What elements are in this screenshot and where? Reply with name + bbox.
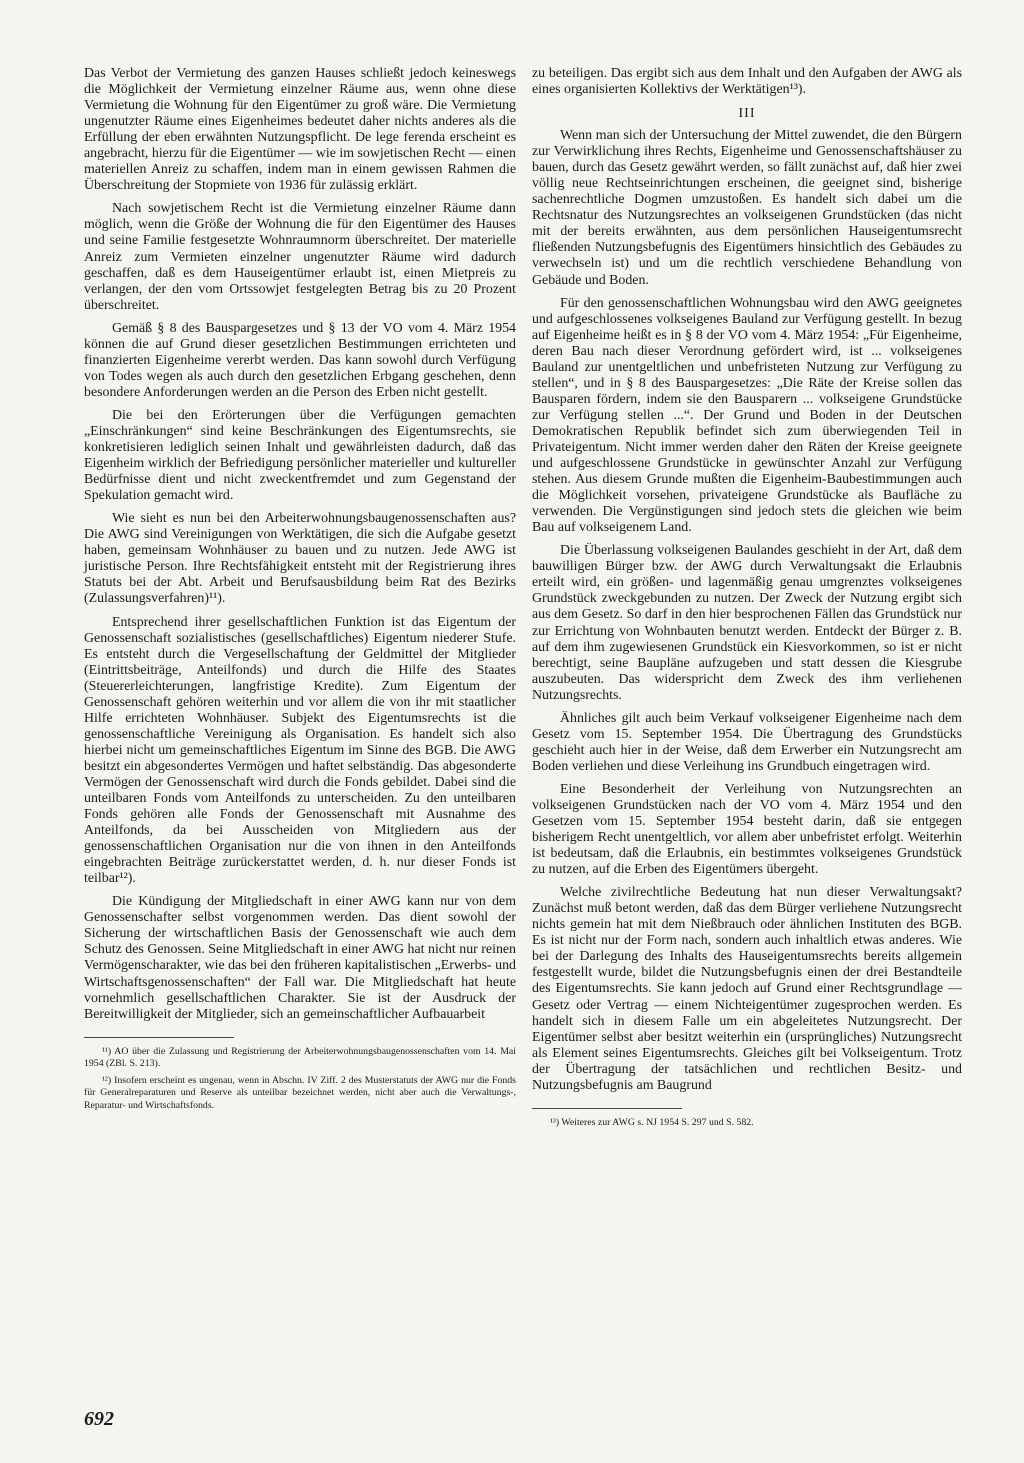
section-heading: III (738, 106, 756, 122)
left-column (84, 66, 516, 1117)
footnote-divider (532, 1108, 682, 1109)
footnote: ¹³) Weiteres zur AWG s. NJ 1954 S. 297 und S. 582. (550, 1116, 754, 1128)
body-paragraph: Wenn man sich der Untersuchung der Mittel zuwendet, die den Bürgern zur Verwirklichung ihres Rechts, Eigenheime und Genossenschaftshäuser zu bauen, durch das Gesetz gewährt werden, so fällt zunächst auf, daß hier zwei völlig neue Rechtseinrichtungen erscheinen, die geeignet sind, bisherige sachenrechtliche Dogmen umzustoßen. Es handelt sich dabei um die Rechtsnatur des Nutzungsrechtes an volkseigenen Grundstücken (das nicht mit der bereits erwähnten, aus dem persönlichen Hauseigentumsrecht fließenden Nutzungsbefugnis des Eigentümers hinsichtlich des Gebäudes zu verwechseln ist) und um die rechtlich verschiedene Behandlung von Gebäude und Boden. (532, 128, 962, 288)
body-paragraph: Entsprechend ihrer gesellschaftlichen Funktion ist das Eigentum der Genossenschaft sozialistisches (gesellschaftliches) Eigentum niederer Stufe. Es entsteht durch die Vergesellschaftung der Geldmittel der Mitglieder (Eintrittsbeiträge, Anteilfonds) und durch die Hilfe des Staates (Steuererleichterungen, langfristige Kredite). Zum Eigentum der Genossenschaft gehören weiterhin und vor allem die von ihr mit staatlicher Hilfe errichteten Wohnhäuser. Subjekt des Eigentumsrechts ist die genossenschaftliche Vereinigung als Organisation. Es handelt sich also hierbei nicht um gemeinschaftliches Eigentum im Sinne des BGB. Die AWG besitzt ein abgesondertes Vermögen und haftet selbständig. Das abgesonderte Vermögen der Genossenschaft wird durch die Fonds gebildet. Dabei sind die unteilbaren Fonds vom Anteilfonds zu unterscheiden. Zu den unteilbaren Fonds gehören alle Fonds der Genossenschaft mit Ausnahme des Anteilfonds, da bei Ausscheiden von Mitgliedern aus der genossenschaftlichen Organisation nur die von ihnen in den Anteilfonds eingebrachten Beiträge zurückerstattet werden, d. h. nur dieser Fonds ist teilbar¹²). (84, 614, 516, 887)
body-paragraph: Gemäß § 8 des Bauspargesetzes und § 13 der VO vom 4. März 1954 können die auf Grund dieser gesetzlichen Bestimmungen errichteten und finanzierten Eigenheime vererbt werden. Das kann sowohl durch Verfügung von Todes wegen als auch durch den gesetzlichen Erbgang geschehen, denn besondere Anforderungen werden an die Person des Erben nicht gestellt. (84, 320, 516, 400)
body-paragraph: Wie sieht es nun bei den Arbeiterwohnungsbaugenossenschaften aus? Die AWG sind Vereinigungen von Werktätigen, die sich die Aufgabe gesetzt haben, gemeinsam Wohnhäuser zu bauen und zu nutzen. Jede AWG ist juristische Person. Ihre Rechtsfähigkeit entsteht mit der Registrierung ihres Statuts bei der Abt. Arbeit und Berufsausbildung beim Rat des Bezirks (Zulassungsverfahren)¹¹). (84, 511, 516, 607)
footnote: ¹¹) AO über die Zulassung und Registrierung der Arbeiterwohnungsbaugenossenschaften vom 14. Mai 1954 (ZBl. S. 213). (84, 1045, 516, 1070)
continuation-paragraph: zu beteiligen. Das ergibt sich aus dem Inhalt und den Aufgaben der AWG als eines organisierten Kollektivs der Werktätigen¹³). (532, 66, 962, 98)
body-paragraph: Die Kündigung der Mitgliedschaft in einer AWG kann nur von dem Genossenschafter selbst vorgenommen werden. Das dient sowohl der Sicherung der wirtschaftlichen Basis der Genossenschaft wie auch dem Schutz des Genossen. Seine Mitgliedschaft in einer AWG hat nicht nur reinen Vermögenscharakter, wie das bei den früheren kapitalistischen „Erwerbs- und Wirtschaftsgenossenschaften“ der Fall war. Die Mitgliedschaft hat heute vornehmlich gesellschaftlichen Charakter. Sie ist der Ausdruck der Bereitwilligkeit der Mitglieder, sich an gemeinschaftlicher Aufbauarbeit (84, 894, 516, 1022)
body-paragraph: Eine Besonderheit der Verleihung von Nutzungsrechten an volkseigenen Grundstücken nach der VO vom 4. März 1954 und den Gesetzen vom 15. September 1954 besteht darin, daß sie entgegen bisherigem Recht unentgeltlich, vor allem aber unbefristet erfolgt. Weiterhin ist bedeutsam, daß die Erlaubnis, ein bestimmtes volkseigenes Grundstück zu nutzen, auf die Erben des Eigentümers übergeht. (532, 781, 962, 878)
body-paragraph: Für den genossenschaftlichen Wohnungsbau wird den AWG geeignetes und aufgeschlossenes volkseigenes Bauland zur Verfügung gestellt. In bezug auf Eigenheime heißt es in § 8 der VO vom 4. März 1954: „Für Eigenheime, deren Bau nach dieser Verordnung gefördert wird, ist ... volkseigenes Bauland zur unentgeltlichen und unbefristeten Nutzung zur Verfügung zu stellen“, und in § 8 des Bauspargesetzes: „Die Räte der Kreise sollen das Bausparen fördern, indem sie den Bausparern ... volkseigene Grundstücke zur Verfügung stellen ...“. Der Grund und Boden in der Deutschen Demokratischen Republik befindet sich zum überwiegenden Teil in Privateigentum. Nicht immer werden daher den Räten der Kreise geeignete und aufgeschlossene Grundstücke in gewünschter Anzahl zur Verfügung stehen. Aus diesem Grunde mußten die Eigenheim-Baubestimmungen auch die Möglichkeit vorsehen, privateigene Grundstücke als Baufläche zu verwenden. Die Vergünstigungen sind jedoch stets die gleichen wie beim Bau auf volkseigenem Land. (532, 295, 962, 536)
body-paragraph: Welche zivilrechtliche Bedeutung hat nun dieser Verwaltungsakt? Zunächst muß betont werden, daß das dem Bürger verliehene Nutzungsrecht nichts gemein hat mit dem Nießbrauch oder ähnlichen Instituten des BGB. Es ist nicht nur der Form nach, sondern auch inhaltlich etwas anderes. Wie bei der Darlegung des Inhalts des Hauseigentumsrechts bereits allgemein festgestellt wurde, bildet die Nutzungsbefugnis einen der drei Bestandteile des Eigentumsrechts. Sie kann jedoch auf Grund einer Rechtsgrundlage — Gesetz oder Vertrag — einem Nichteigentümer zugesprochen werden. Es handelt sich in diesem Falle um ein abgeleitetes Nutzungsrecht. Der Eigentümer selbst aber besitzt weiterhin ein (ursprüngliches) Nutzungsrecht als Element seines Eigentumsrechts. Gleiches gilt bei Volkseigentum. Trotz der Übertragung der tatsächlichen und rechtlichen Besitz- und Nutzungsbefugnis am Baugrund (532, 885, 962, 1093)
body-paragraph: Die Überlassung volkseigenen Baulandes geschieht in der Art, daß dem bauwilligen Bürger bzw. der AWG durch Verwaltungsakt die Erlaubnis erteilt wird, ein größen- und lagenmäßig genau umgrenztes volkseigenes Grundstück zweckgebunden zu nutzen. Der Zweck der Nutzung ergibt sich aus dem Gesetz. So darf in den hier besprochenen Fällen das Grundstück nur zur Errichtung von Wohnbauten benutzt werden. Entdeckt der Bürger z. B. auf dem ihm zugewiesenen Grundstück ein Kiesvorkommen, so ist er nicht berechtigt, seine Baupläne aufzugeben und statt dessen die Kiesgrube auszubeuten. Das widerspricht dem Zweck des ihm verliehenen Nutzungsrechts. (532, 543, 962, 703)
footnote-divider (84, 1037, 234, 1038)
body-paragraph: Ähnliches gilt auch beim Verkauf volkseigener Eigenheime nach dem Gesetz vom 15. September 1954. Die Übertragung des Grundstücks geschieht auch hier in der Weise, daß dem Erwerber ein Nutzungsrecht am Boden verliehen und diese Verleihung ins Grundbuch eingetragen wird. (532, 710, 962, 774)
body-paragraph: Die bei den Erörterungen über die Verfügungen gemachten „Einschränkungen“ sind keine Beschränkungen des Eigentumsrechts, sie konkretisieren lediglich seinen Inhalt und gewährleisten dadurch, daß das Eigenheim wirklich der Befriedigung persönlicher materieller und kultureller Bedürfnisse dient und nicht zweckentfremdet und zum Gegenstand der Spekulation gemacht wird. (84, 407, 516, 504)
body-paragraph: Nach sowjetischem Recht ist die Vermietung einzelner Räume dann möglich, wenn die Größe der Wohnung die für den Eigentümer des Hauses und seine Familie festgesetzte Wohnraumnorm überschreitet. Der materielle Anreiz zum Vermieten einzelner ungenutzter Räume wird dadurch geschaffen, daß es dem Hauseigentümer erlaubt ist, einen Mietpreis zu verlangen, der den vom Ortssowjet festgelegten Betrag bis zu 20 Prozent überschreitet. (84, 201, 516, 313)
right-column (532, 66, 962, 1133)
footnote: ¹²) Insofern erscheint es ungenau, wenn in Abschn. IV Ziff. 2 des Musterstatuts der AWG nur die Fonds für Generalreparaturen und Reserve als unteilbar bezeichnet werden, nicht aber auch die Verwaltungs-, Reparatur- und Wirtschaftsfonds. (84, 1074, 516, 1112)
body-paragraph: Das Verbot der Vermietung des ganzen Hauses schließt jedoch keineswegs die Möglichkeit der Vermietung einzelner Räume aus, wenn ohne diese Vermietung die Wohnung für den Eigentümer zu groß wäre. Die Vermietung ungenutzter Räume eines Eigenheimes bedeutet daher nichts anderes als die Erfüllung der eben erwähnten Nutzungspflicht. De lege ferenda erscheint es angebracht, hierzu für die Eigentümer — wie im sowjetischen Recht — einen materiellen Anreiz zu schaffen, indem man in einem gewissen Rahmen die Überschreitung der Stopmiete von 1936 für zulässig erklärt. (84, 66, 517, 194)
page-number: 692 (84, 1408, 114, 1430)
